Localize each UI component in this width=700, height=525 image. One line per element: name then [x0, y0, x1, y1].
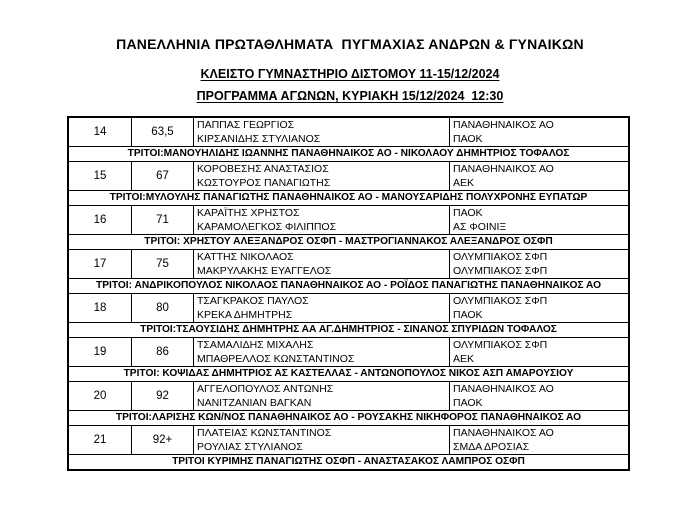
club-blue-corner: ΑΕΚ	[453, 177, 475, 189]
clubs-cell	[450, 162, 630, 191]
club-red-corner: ΟΛΥΜΠΙΑΚΟΣ ΣΦΠ	[453, 295, 548, 307]
club-blue-corner: ΠΑΟΚ	[453, 309, 483, 321]
boxer-blue-corner: ΝΑΝΙΤΖΑΝΙΑΝ ΒΑΓΚΑΝ	[197, 397, 312, 409]
club-blue-corner: ΣΜΔΑ ΔΡΟΣΙΑΣ	[453, 441, 530, 453]
clubs-cell	[450, 382, 630, 411]
referee-names: ΤΡΙΤΟΙ:ΜΥΛΟΥΛΗΣ ΠΑΝΑΓΙΩΤΗΣ ΠΑΝΑΘΗΝΑΙΚΟΣ ΑΟ - ΜΑΝΟΥΣΑΡΙΔΗΣ ΠΟΛΥΧΡΟΝΗΣ ΕΥΠΑΤΩΡ	[68, 191, 629, 206]
boxer-red-corner: ΠΑΠΠΑΣ ΓΕΩΡΓΙΟΣ	[197, 119, 295, 131]
boxer-blue-corner: ΡΟΥΛΙΑΣ ΣΤΥΛΙΑΝΟΣ	[197, 441, 303, 453]
referee-row	[68, 279, 629, 294]
document-header	[0, 36, 700, 103]
referee-names: ΤΡΙΤΟΙ: ΚΟΨΙΔΑΣ ΔΗΜΗΤΡΙΟΣ ΑΣ ΚΑΣΤΕΛΛΑΣ - ΑΝΤΩΝΟΠΟΥΛΟΣ ΝΙΚΟΣ ΑΣΠ ΑΜΑΡΟΥΣΙΟΥ	[68, 367, 629, 382]
bout-row	[68, 426, 629, 455]
boxer-blue-corner: ΜΠΑΘΡΕΛΛΟΣ ΚΩΝΣΤΑΝΤΙΝΟΣ	[197, 353, 355, 365]
boxers-cell	[194, 162, 450, 191]
boxers-cell	[194, 250, 450, 279]
referee-row	[68, 323, 629, 338]
boxer-red-corner: ΚΑΤΤΗΣ ΝΙΚΟΛΑΟΣ	[197, 251, 294, 263]
clubs-cell	[450, 250, 630, 279]
weight-category: 63,5	[132, 117, 194, 147]
clubs-cell	[450, 294, 630, 323]
referee-row	[68, 235, 629, 250]
bout-number: 17	[68, 250, 132, 279]
boxer-red-corner: ΚΑΡΑΪΤΗΣ ΧΡΗΣΤΟΣ	[197, 207, 300, 219]
boxer-red-corner: ΤΣΑΓΚΡΑΚΟΣ ΠΑΥΛΟΣ	[197, 295, 309, 307]
boxer-blue-corner: ΜΑΚΡΥΛΑΚΗΣ ΕΥΑΓΓΕΛΟΣ	[197, 265, 332, 277]
boxer-red-corner: ΚΟΡΟΒΕΣΗΣ ΑΝΑΣΤΑΣΙΟΣ	[197, 163, 329, 175]
weight-category: 92	[132, 382, 194, 411]
club-blue-corner: ΟΛΥΜΠΙΑΚΟΣ ΣΦΠ	[453, 265, 548, 277]
bout-number: 16	[68, 206, 132, 235]
club-red-corner: ΟΛΥΜΠΙΑΚΟΣ ΣΦΠ	[453, 339, 548, 351]
club-blue-corner: ΑΣ ΦΟΙΝΙΞ	[453, 221, 507, 233]
boxers-cell	[194, 294, 450, 323]
bout-number: 20	[68, 382, 132, 411]
bout-row	[68, 162, 629, 191]
venue-subtitle: ΚΛΕΙΣΤΟ ΓΥΜΝΑΣΤΗΡΙΟ ΔΙΣΤΟΜΟΥ 11-15/12/2024	[200, 67, 500, 81]
bout-table-body	[68, 117, 629, 470]
bout-row	[68, 382, 629, 411]
referee-row	[68, 455, 629, 471]
boxer-red-corner: ΤΣΑΜΑΛΙΔΗΣ ΜΙΧΑΛΗΣ	[197, 339, 314, 351]
clubs-cell	[450, 117, 630, 147]
weight-category: 92+	[132, 426, 194, 455]
bout-row	[68, 294, 629, 323]
bout-row	[68, 206, 629, 235]
boxers-cell	[194, 206, 450, 235]
page-title: ΠΑΝΕΛΛΗΝΙΑ ΠΡΩΤΑΘΛΗΜΑΤΑ ΠΥΓΜΑΧΙΑΣ ΑΝΔΡΩΝ & ΓΥΝΑΙΚΩΝ	[116, 36, 584, 52]
bout-number: 14	[68, 117, 132, 147]
club-red-corner: ΠΑΝΑΘΗΝΑΙΚΟΣ ΑΟ	[453, 163, 554, 175]
club-red-corner: ΠΑΝΑΘΗΝΑΙΚΟΣ ΑΟ	[453, 383, 554, 395]
boxer-blue-corner: ΚΑΡΑΜΟΛΕΓΚΟΣ ΦΙΛΙΠΠΟΣ	[197, 221, 337, 233]
club-blue-corner: ΠΑΟΚ	[453, 397, 483, 409]
referee-names: ΤΡΙΤΟΙ: ΧΡΗΣΤΟΥ ΑΛΕΞΑΝΔΡΟΣ ΟΣΦΠ - ΜΑΣΤΡΟΓΙΑΝΝΑΚΟΣ ΑΛΕΞΑΝΔΡΟΣ ΟΣΦΠ	[68, 235, 629, 250]
clubs-cell	[450, 426, 630, 455]
bout-row	[68, 338, 629, 367]
weight-category: 71	[132, 206, 194, 235]
clubs-cell	[450, 338, 630, 367]
referee-names: ΤΡΙΤΟΙ: ΑΝΔΡΙΚΟΠΟΥΛΟΣ ΝΙΚΟΛΑΟΣ ΠΑΝΑΘΗΝΑΙΚΟΣ ΑΟ - ΡΟΪΔΟΣ ΠΑΝΑΓΙΩΤΗΣ ΠΑΝΑΘΗΝΑΙΚΟΣ ΑΟ	[68, 279, 629, 294]
boxers-cell	[194, 338, 450, 367]
referee-names: ΤΡΙΤΟΙ:ΤΣΑΟΥΣΙΔΗΣ ΔΗΜΗΤΡΗΣ ΑΑ ΑΓ.ΔΗΜΗΤΡΙΟΣ - ΣΙΝΑΝΟΣ ΣΠΥΡΙΔΩΝ ΤΟΦΑΛΟΣ	[68, 323, 629, 338]
clubs-cell	[450, 206, 630, 235]
bout-number: 15	[68, 162, 132, 191]
club-blue-corner: ΑΕΚ	[453, 353, 475, 365]
referee-row	[68, 191, 629, 206]
weight-category: 75	[132, 250, 194, 279]
program-subtitle: ΠΡΟΓΡΑΜΜΑ ΑΓΩΝΩΝ, ΚΥΡΙΑΚΗ 15/12/2024 12:30	[196, 89, 504, 103]
referee-names: ΤΡΙΤΟΙ:ΜΑΝΟΥΗΛΙΔΗΣ ΙΩΑΝΝΗΣ ΠΑΝΑΘΗΝΑΙΚΟΣ ΑΟ - ΝΙΚΟΛΑΟΥ ΔΗΜΗΤΡΙΟΣ ΤΟΦΑΛΟΣ	[68, 147, 629, 162]
bout-number: 19	[68, 338, 132, 367]
weight-category: 67	[132, 162, 194, 191]
boxer-blue-corner: ΚΩΣΤΟΥΡΟΣ ΠΑΝΑΓΙΩΤΗΣ	[197, 177, 331, 189]
boxer-red-corner: ΑΓΓΕΛΟΠΟΥΛΟΣ ΑΝΤΩΝΗΣ	[197, 383, 334, 395]
boxers-cell	[194, 382, 450, 411]
club-blue-corner: ΠΑΟΚ	[453, 133, 483, 145]
boxer-blue-corner: ΚΡΕΚΑ ΔΗΜΗΤΡΗΣ	[197, 309, 293, 321]
referee-names: ΤΡΙΤΟΙ:ΛΑΡΙΣΗΣ ΚΩΝ/ΝΟΣ ΠΑΝΑΘΗΝΑΙΚΟΣ ΑΟ - ΡΟΥΣΑΚΗΣ ΝΙΚΗΦΟΡΟΣ ΠΑΝΑΘΗΝΑΙΚΟΣ ΑΟ	[68, 411, 629, 426]
club-red-corner: ΟΛΥΜΠΙΑΚΟΣ ΣΦΠ	[453, 251, 548, 263]
referee-row	[68, 411, 629, 426]
weight-category: 86	[132, 338, 194, 367]
referee-row	[68, 147, 629, 162]
club-red-corner: ΠΑΝΑΘΗΝΑΙΚΟΣ ΑΟ	[453, 119, 554, 131]
referee-names: ΤΡΙΤΟΙ ΚΥΡΙΜΗΣ ΠΑΝΑΓΙΩΤΗΣ ΟΣΦΠ - ΑΝΑΣΤΑΣΑΚΟΣ ΛΑΜΠΡΟΣ ΟΣΦΠ	[68, 455, 629, 471]
bout-table	[67, 116, 630, 471]
club-red-corner: ΠΑΟΚ	[453, 207, 483, 219]
boxer-blue-corner: ΚΙΡΣΑΝΙΔΗΣ ΣΤΥΛΙΑΝΟΣ	[197, 133, 321, 145]
bout-row	[68, 117, 629, 147]
bout-number: 21	[68, 426, 132, 455]
club-red-corner: ΠΑΝΑΘΗΝΑΙΚΟΣ ΑΟ	[453, 427, 554, 439]
boxer-red-corner: ΠΛΑΤΕΙΑΣ ΚΩΝΣΤΑΝΤΙΝΟΣ	[197, 427, 332, 439]
bout-number: 18	[68, 294, 132, 323]
weight-category: 80	[132, 294, 194, 323]
boxers-cell	[194, 426, 450, 455]
referee-row	[68, 367, 629, 382]
bout-row	[68, 250, 629, 279]
boxers-cell	[194, 117, 450, 147]
